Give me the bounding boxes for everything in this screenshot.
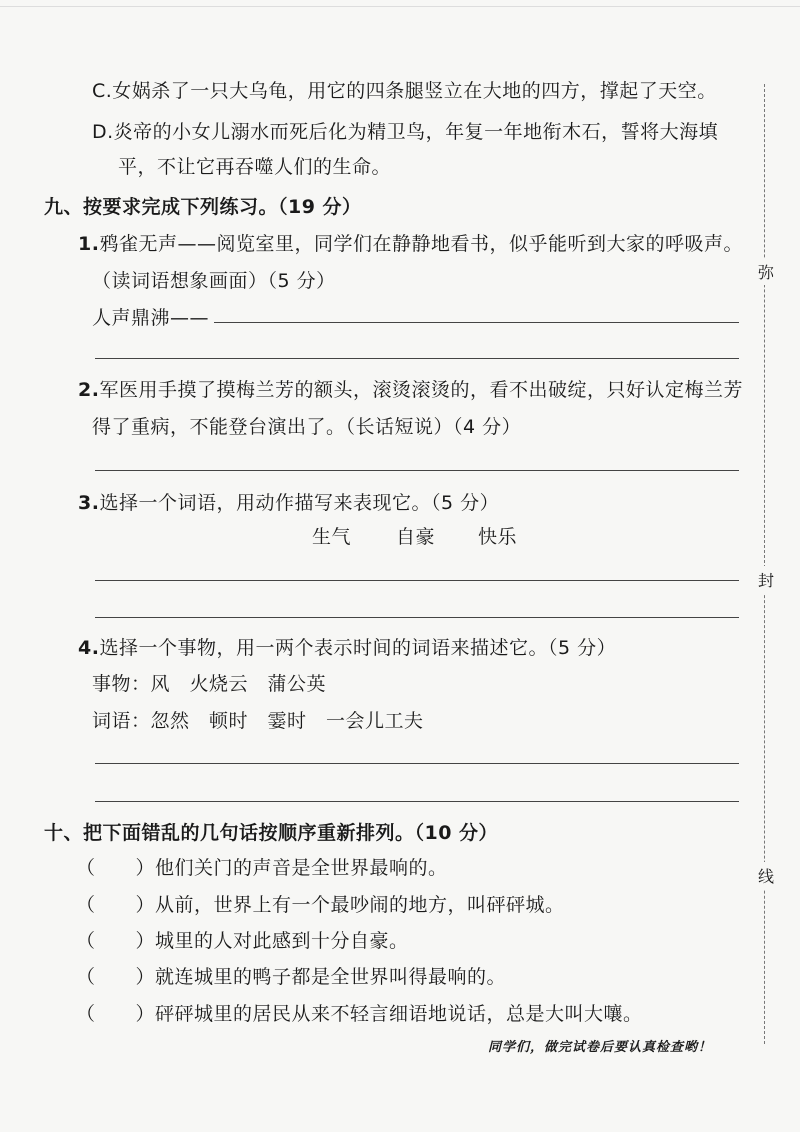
ordering-item xyxy=(76,962,506,989)
ordering-item xyxy=(76,926,409,953)
question-4-number: 4. xyxy=(78,637,100,659)
ordering-item xyxy=(76,999,643,1026)
option-c: C.女娲杀了一只大乌龟，用它的四条腿竖立在大地的四方，撑起了天空。 xyxy=(92,80,717,102)
ordering-item-text: ）砰砰城里的居民从来不轻言细语地说话，总是大叫大嚷。 xyxy=(135,1003,643,1025)
option-d-line2: 平，不让它再吞噬人们的生命。 xyxy=(118,156,392,178)
section-9-title: 九、按要求完成下列练习。（19 分） xyxy=(44,196,362,218)
answer-line[interactable] xyxy=(95,801,739,802)
question-2-text: 军医用手摸了摸梅兰芳的额头，滚烫滚烫的，看不出破绽，只好认定梅兰芳 xyxy=(99,379,743,401)
margin-label-feng: 封 xyxy=(758,566,774,593)
ordering-item xyxy=(76,890,565,917)
answer-line[interactable] xyxy=(95,763,739,764)
word-option: 自豪 xyxy=(396,526,436,548)
ordering-item-text: ）就连城里的鸭子都是全世界叫得最响的。 xyxy=(135,966,507,988)
question-3-line1 xyxy=(78,488,499,515)
section-10-title: 十、把下面错乱的几句话按顺序重新排列。（10 分） xyxy=(44,822,499,844)
question-1-line2: （读词语想象画面）（5 分） xyxy=(92,270,336,292)
ordering-item-text: ）从前，世界上有一个最吵闹的地方，叫砰砰城。 xyxy=(135,894,565,916)
question-1-prompt: 人声鼎沸—— xyxy=(92,307,210,329)
question-4-things: 事物：风 火烧云 蒲公英 xyxy=(92,673,327,695)
top-edge xyxy=(0,6,800,7)
option-d-line1: D.炎帝的小女儿溺水而死后化为精卫鸟，年复一年地衔木石，誓将大海填 xyxy=(92,121,719,143)
answer-line[interactable] xyxy=(95,470,739,471)
answer-line[interactable] xyxy=(214,322,739,323)
ordering-item-text: ）他们关门的声音是全世界最响的。 xyxy=(135,857,448,879)
question-2-line1 xyxy=(78,375,743,402)
question-3-text: 选择一个词语，用动作描写来表现它。（5 分） xyxy=(99,492,500,514)
question-4-line1 xyxy=(78,633,616,660)
ordering-item xyxy=(76,853,448,880)
question-1-number: 1. xyxy=(78,233,100,255)
open-paren: （ xyxy=(76,857,96,879)
margin-label-mi: 弥 xyxy=(758,258,774,285)
question-2-number: 2. xyxy=(78,379,100,401)
open-paren: （ xyxy=(76,930,96,952)
ordering-item-text: ）城里的人对此感到十分自豪。 xyxy=(135,930,409,952)
word-option: 快乐 xyxy=(478,526,518,548)
word-option: 生气 xyxy=(312,526,352,548)
open-paren: （ xyxy=(76,894,96,916)
question-2-line2: 得了重病，不能登台演出了。（长话短说）（4 分） xyxy=(92,416,522,438)
question-3-number: 3. xyxy=(78,492,100,514)
answer-line[interactable] xyxy=(95,617,739,618)
answer-line[interactable] xyxy=(95,358,739,359)
binding-dashed-line xyxy=(764,84,765,1044)
margin-label-xian: 线 xyxy=(758,862,774,889)
question-1-text: 鸦雀无声——阅览室里，同学们在静静地看书，似乎能听到大家的呼吸声。 xyxy=(99,233,743,255)
open-paren: （ xyxy=(76,966,96,988)
question-4-words: 词语：忽然 顿时 霎时 一会儿工夫 xyxy=(92,710,424,732)
answer-line[interactable] xyxy=(95,580,739,581)
question-4-text: 选择一个事物，用一两个表示时间的词语来描述它。（5 分） xyxy=(99,637,617,659)
footer-reminder: 同学们，做完试卷后要认真检查哟！ xyxy=(488,1040,713,1055)
question-1-line1 xyxy=(78,229,743,256)
open-paren: （ xyxy=(76,1003,96,1025)
